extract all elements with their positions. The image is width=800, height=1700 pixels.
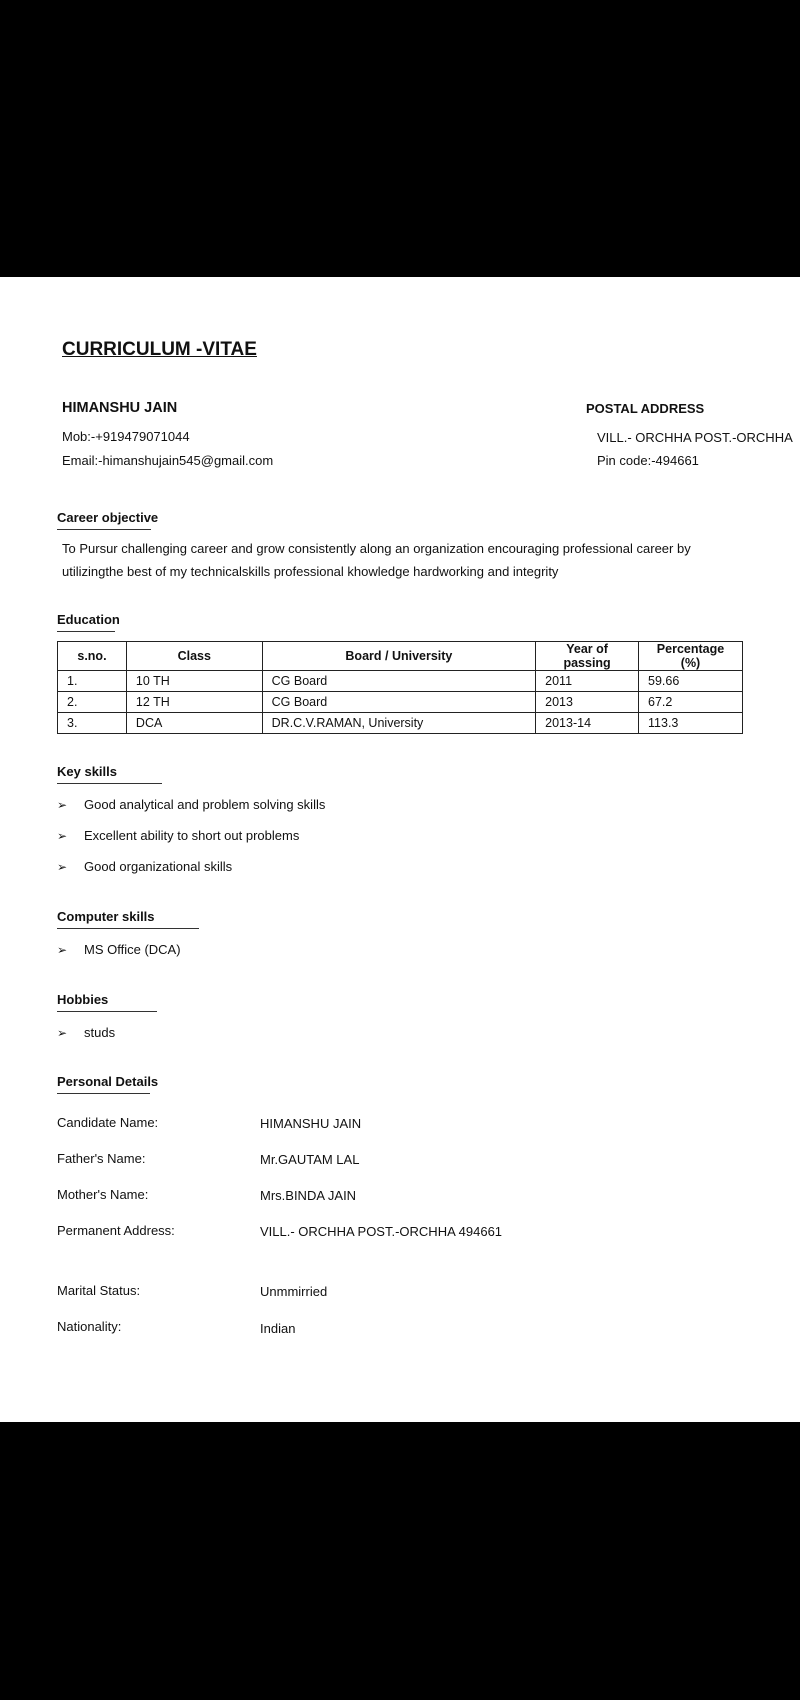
mother-name-label: Mother's Name: xyxy=(57,1187,149,1202)
table-row xyxy=(58,713,743,734)
arrow-bullet-icon: ➢ xyxy=(57,829,68,843)
list-item xyxy=(57,1025,115,1040)
marital-status-value: Unmmirried xyxy=(260,1284,328,1299)
computer-skills-heading: Computer skills xyxy=(57,909,199,929)
table-cell: 2011 xyxy=(536,671,639,692)
resume-page xyxy=(0,277,800,1422)
column-header: s.no. xyxy=(58,642,127,671)
table-cell: CG Board xyxy=(262,692,535,713)
arrow-bullet-icon: ➢ xyxy=(57,860,68,874)
table-cell: DCA xyxy=(126,713,262,734)
arrow-bullet-icon: ➢ xyxy=(57,943,68,957)
list-item-text: MS Office (DCA) xyxy=(84,942,181,957)
mobile-number: Mob:-+919479071044 xyxy=(62,429,190,444)
marital-status-label: Marital Status: xyxy=(57,1283,141,1298)
candidate-name-label: Candidate Name: xyxy=(57,1115,159,1130)
postal-address-heading: POSTAL ADDRESS xyxy=(586,401,705,416)
email-address: Email:-himanshujain545@gmail.com xyxy=(62,453,274,468)
nationality-value: Indian xyxy=(260,1321,296,1336)
permanent-address-value: VILL.- ORCHHA POST.-ORCHHA 494661 xyxy=(260,1224,503,1239)
father-name-value: Mr.GAUTAM LAL xyxy=(260,1152,360,1167)
mother-name-value: Mrs.BINDA JAIN xyxy=(260,1188,357,1203)
table-cell: 1. xyxy=(58,671,127,692)
career-objective-heading: Career objective xyxy=(57,510,151,530)
permanent-address-label: Permanent Address: xyxy=(57,1223,175,1238)
education-table xyxy=(57,641,743,734)
list-item-text: Excellent ability to short out problems xyxy=(84,828,300,843)
arrow-bullet-icon: ➢ xyxy=(57,798,68,812)
list-item xyxy=(57,942,181,957)
column-header: Percentage (%) xyxy=(639,642,743,671)
column-header: Class xyxy=(126,642,262,671)
table-cell: 2013-14 xyxy=(536,713,639,734)
column-header: Year of passing xyxy=(536,642,639,671)
candidate-name-value: HIMANSHU JAIN xyxy=(260,1116,362,1131)
table-row xyxy=(58,671,743,692)
table-cell: 2013 xyxy=(536,692,639,713)
table-cell: 2. xyxy=(58,692,127,713)
table-header-row xyxy=(58,642,743,671)
table-cell: CG Board xyxy=(262,671,535,692)
table-row xyxy=(58,692,743,713)
arrow-bullet-icon: ➢ xyxy=(57,1026,68,1040)
table-cell: 113.3 xyxy=(639,713,743,734)
document-title: CURRICULUM -VITAE xyxy=(62,339,257,360)
table-cell: 59.66 xyxy=(639,671,743,692)
pin-code: Pin code:-494661 xyxy=(597,453,699,468)
list-item xyxy=(57,797,326,812)
father-name-label: Father's Name: xyxy=(57,1151,146,1166)
postal-address-line: VILL.- ORCHHA POST.-ORCHHA xyxy=(597,430,793,445)
list-item-text: studs xyxy=(84,1025,116,1040)
list-item-text: Good analytical and problem solving skills xyxy=(84,797,326,812)
table-cell: 12 TH xyxy=(126,692,262,713)
key-skills-heading: Key skills xyxy=(57,764,162,784)
table-cell: 67.2 xyxy=(639,692,743,713)
career-objective-text: To Pursur challenging career and grow consistently along an organization encouraging professional career by utilizingthe best of my technicalskills professional khowledge hardworking and integrity xyxy=(62,541,691,579)
table-cell: 10 TH xyxy=(126,671,262,692)
hobbies-heading: Hobbies xyxy=(57,992,157,1012)
column-header: Board / University xyxy=(262,642,535,671)
table-cell: 3. xyxy=(58,713,127,734)
table-cell: DR.C.V.RAMAN, University xyxy=(262,713,535,734)
nationality-label: Nationality: xyxy=(57,1319,122,1334)
list-item xyxy=(57,828,300,843)
list-item-text: Good organizational skills xyxy=(84,859,233,874)
list-item xyxy=(57,859,233,874)
candidate-name: HIMANSHU JAIN xyxy=(62,400,178,416)
personal-details-heading: Personal Details xyxy=(57,1074,150,1094)
education-heading: Education xyxy=(57,612,115,632)
